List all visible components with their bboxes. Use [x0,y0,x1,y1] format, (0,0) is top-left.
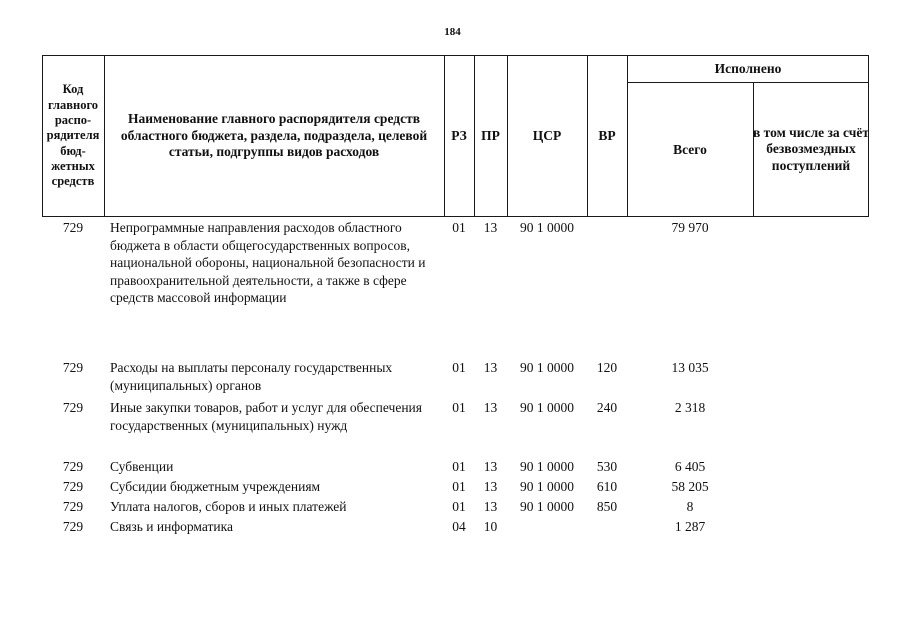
row-code: 729 [62,499,84,514]
row-total: 6 405 [674,459,706,474]
page-number: 184 [444,26,461,38]
row-rz: 01 [452,459,466,474]
row-vr: 530 [596,459,618,474]
row-vr: 610 [596,479,618,494]
row-code: 729 [62,360,84,375]
row-csr: 90 1 0000 [520,479,574,494]
row-name: Непрограммные направления расходов областного бюджета в области общегосударственных вопросов, национальной обороны, национальной безопасности и правоохранительной деятельности, а также в сфере средств массовой информации [110,220,426,306]
row-total: 8 [686,499,694,514]
row-csr: 90 1 0000 [520,400,574,415]
row-code: 729 [62,519,84,534]
row-name: Уплата налогов, сборов и иных платежей [110,499,347,514]
row-rz: 01 [452,499,466,514]
row-pr: 13 [483,220,498,235]
header-pr-cell: ПР [481,128,500,143]
row-pr: 13 [483,499,498,514]
header-vr-cell: ВР [598,128,616,143]
row-total: 1 287 [674,519,706,534]
row-rz: 01 [452,479,466,494]
row-csr: 90 1 0000 [520,459,574,474]
row-vr: 240 [596,400,618,415]
table-header [42,55,869,217]
row-code: 729 [62,220,84,235]
header-rz-cell: РЗ [451,128,467,143]
row-total: 79 970 [671,220,709,235]
row-pr: 10 [483,519,498,534]
row-code: 729 [62,459,84,474]
header-total-cell: Всего [673,141,707,157]
row-vr: 120 [596,360,618,375]
header-code-cell: Код главного распо-рядителя бюд-жетных средств [46,82,100,189]
row-csr: 90 1 0000 [520,220,574,235]
row-total: 58 205 [671,479,709,494]
row-pr: 13 [483,459,498,474]
header-name-cell: Наименование главного распорядителя средств областного бюджета, раздела, подраздела, целевой статьи, подгруппы видов расходов [120,111,428,160]
row-rz: 01 [452,400,466,415]
row-vr: 850 [596,499,618,514]
row-rz: 01 [452,220,466,235]
row-name: Субсидии бюджетным учреждениям [110,479,321,494]
header-gratis-cell: в том числе за счёт безвозмездных поступлений [753,124,870,173]
row-name: Связь и информатика [110,519,233,534]
row-rz: 04 [452,519,466,534]
row-name: Субвенции [110,459,174,474]
row-pr: 13 [483,400,498,415]
row-total: 13 035 [671,360,709,375]
row-pr: 13 [483,360,498,375]
row-pr: 13 [483,479,498,494]
header-csr-cell: ЦСР [532,128,562,143]
row-code: 729 [62,479,84,494]
row-csr: 90 1 0000 [520,360,574,375]
row-rz: 01 [452,360,466,375]
row-csr: 90 1 0000 [520,499,574,514]
row-code: 729 [62,400,84,415]
header-executed-cell: Исполнено [714,60,782,76]
row-name: Иные закупки товаров, работ и услуг для обеспечения государственных (муниципальных) нужд [110,400,422,433]
row-total: 2 318 [674,400,706,415]
row-name: Расходы на выплаты персоналу государственных (муниципальных) органов [110,360,393,393]
